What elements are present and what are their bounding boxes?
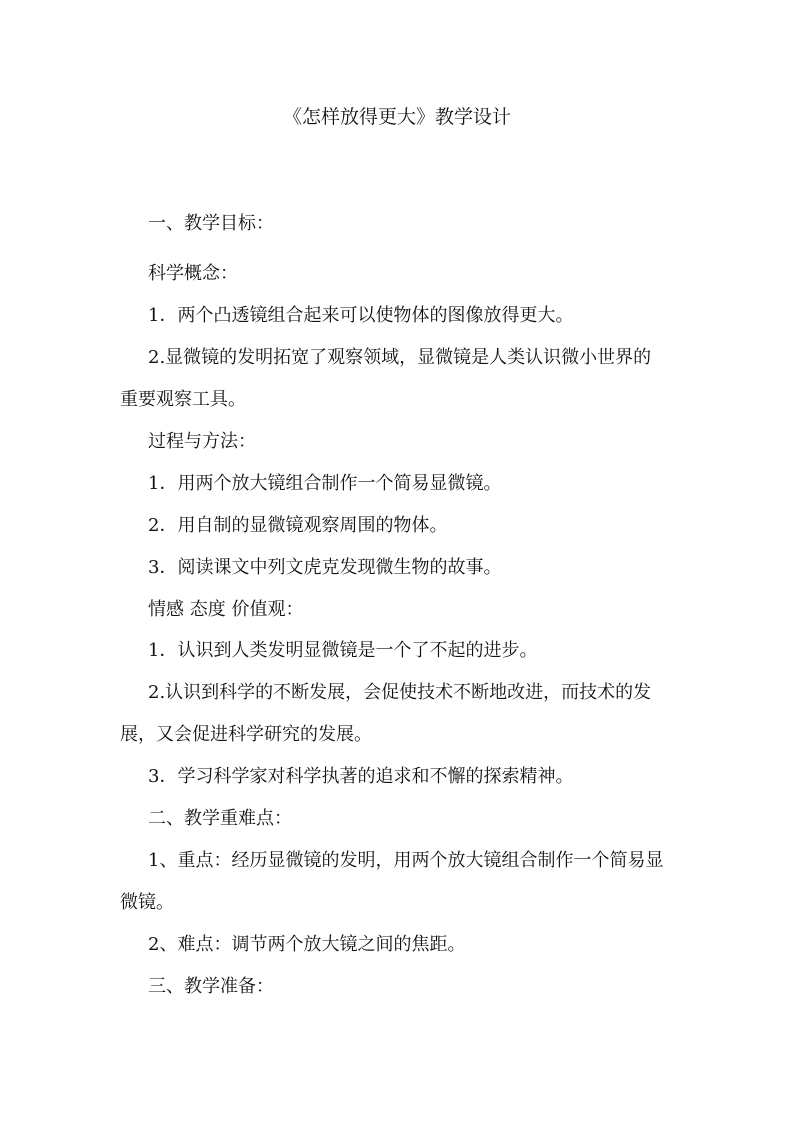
document-title: 《怎样放得更大》教学设计 [282,106,511,128]
key-point-line-2: 微镜。 [120,892,174,913]
subheading-attitudes-values: 情感 态度 价值观： [148,599,304,620]
key-point-line-1: 1、重点：经历显微镜的发明，用两个放大镜组合制作一个简易显 [148,850,664,871]
section-heading-key-difficulties: 二、教学重难点： [148,808,292,829]
attitude-item-2-line-1: 2.认识到科学的不断发展，会促使技术不断地改进，而技术的发 [148,682,652,703]
concept-item-2-line-1: 2.显微镜的发明拓宽了观察领域，显微镜是人类认识微小世界的 [148,347,652,368]
section-heading-preparation: 三、教学准备： [148,976,274,997]
difficulty-point: 2、难点：调节两个放大镜之间的焦距。 [148,934,466,955]
concept-item-2-line-2: 重要观察工具。 [120,389,246,410]
attitude-item-3: 3．学习科学家对科学执著的追求和不懈的探索精神。 [148,766,574,787]
process-item-1: 1．用两个放大镜组合制作一个简易显微镜。 [148,473,502,494]
subheading-process-methods: 过程与方法： [148,431,256,452]
section-heading-objectives: 一、教学目标： [148,213,274,234]
process-item-3: 3．阅读课文中列文虎克发现微生物的故事。 [148,557,502,578]
process-item-2: 2．用自制的显微镜观察周围的物体。 [148,515,448,536]
subheading-science-concepts: 科学概念： [148,263,238,284]
attitude-item-1: 1．认识到人类发明显微镜是一个了不起的进步。 [148,640,538,661]
concept-item-1: 1．两个凸透镜组合起来可以使物体的图像放得更大。 [148,305,574,326]
attitude-item-2-line-2: 展，又会促进科学研究的发展。 [120,724,372,745]
